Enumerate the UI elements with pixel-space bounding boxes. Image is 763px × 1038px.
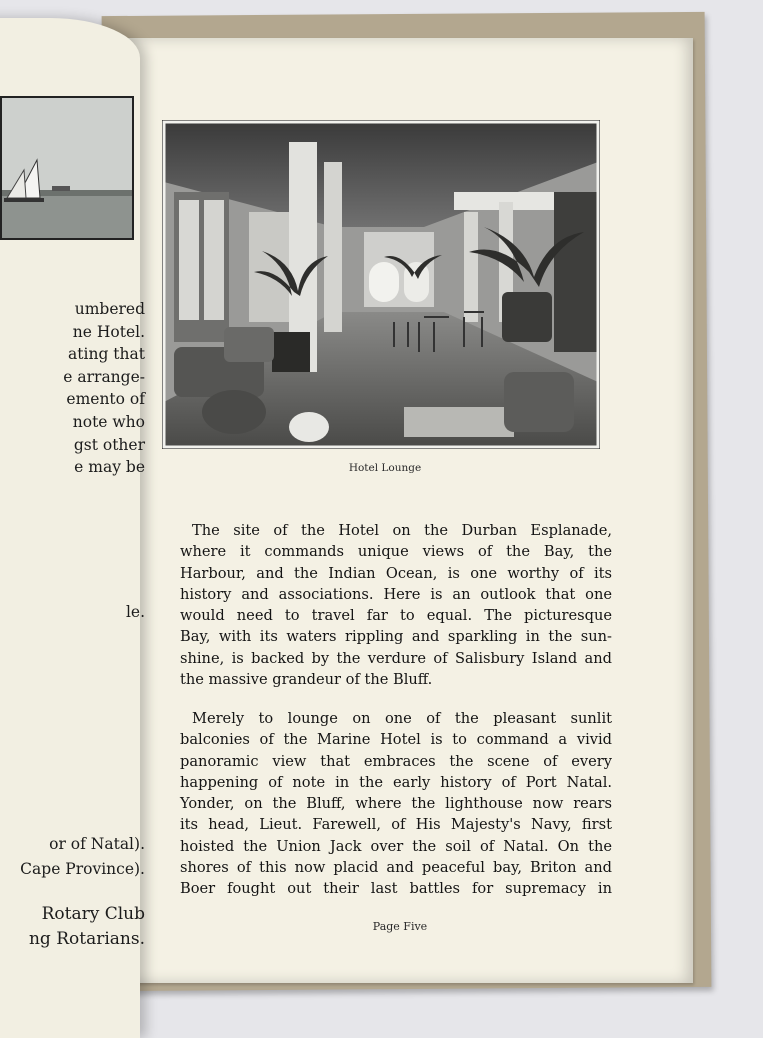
- text-line: shores of this now placid and peaceful bay, Briton and: [180, 859, 612, 877]
- left-page-text-line: Cape Province).: [20, 860, 145, 878]
- text-line: Bay, with its waters rippling and sparkling in the sun-: [180, 628, 612, 646]
- text-line: Merely to lounge on one of the pleasant sunlit: [192, 710, 612, 727]
- left-page-text-fragment: le.: [125, 603, 145, 621]
- left-page-text-line: note who: [72, 413, 145, 431]
- text-line: where it commands unique views of the Bay, the: [180, 543, 612, 561]
- text-line: Harbour, and the Indian Ocean, is one worthy of its: [180, 564, 612, 582]
- left-page-text-line: ating that: [68, 345, 145, 364]
- page-number: Page Five: [372, 920, 428, 933]
- text-line: its head, Lieut. Farewell, of His Majesty's Navy, first: [180, 816, 612, 834]
- text-line: balconies of the Marine Hotel is to command a vivid: [180, 731, 612, 749]
- text-line: shine, is backed by the verdure of Salisbury Island and: [180, 649, 612, 667]
- left-page-text-line: ne Hotel.: [72, 322, 145, 341]
- text-line: Yonder, on the Bluff, where the lighthouse now rears: [180, 795, 612, 813]
- left-page-text-line: e arrange-: [63, 367, 145, 386]
- text-line: the massive grandeur of the Bluff.: [180, 671, 433, 689]
- left-page-text-line: emento of: [66, 390, 145, 409]
- paragraph-balconies-view: [180, 708, 612, 900]
- text-line: would need to travel far to equal. The picturesque: [180, 607, 612, 625]
- text-line: hoisted the Union Jack over the soil of Natal. On the: [180, 837, 612, 855]
- paragraph-hotel-site: [180, 520, 612, 690]
- left-page-text-line: umbered: [74, 300, 145, 318]
- sailboat-photo: [0, 96, 134, 240]
- left-page-text-line: gst other: [73, 435, 145, 454]
- left-page-text-line: or of Natal).: [49, 835, 145, 853]
- text-line: happening of note in the early history of Port Natal.: [180, 773, 612, 791]
- text-line: Boer fought out their last battles for supremacy in: [180, 880, 612, 898]
- text-line: history and associations. Here is an outlook that one: [180, 585, 612, 603]
- text-line: panoramic view that embraces the scene of every: [180, 752, 612, 770]
- photo-caption: Hotel Lounge: [348, 462, 422, 474]
- left-page: [0, 18, 145, 1038]
- hotel-lounge-photo: [162, 120, 600, 449]
- text-line: The site of the Hotel on the Durban Esplanade,: [192, 522, 612, 539]
- left-page-text-line: Rotary Club: [41, 904, 145, 924]
- left-page-text-line: e may be: [74, 458, 145, 477]
- left-page-text-line: ng Rotarians.: [28, 929, 145, 949]
